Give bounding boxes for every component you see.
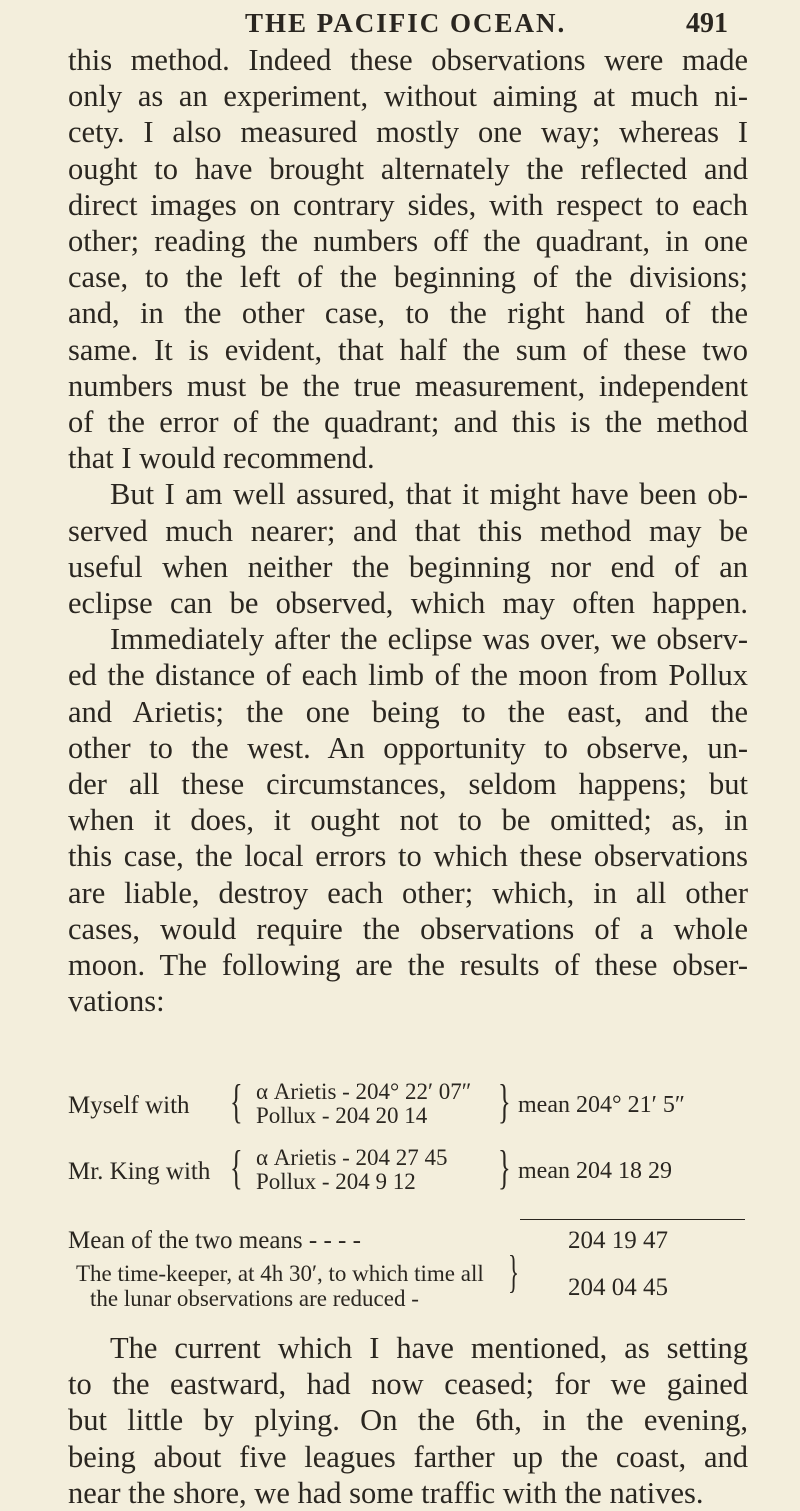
text-line: numbers must be the true measurement, independent (68, 368, 748, 403)
text-line: But I am well assured, that it might have been ob- (110, 477, 748, 512)
text-line: to the eastward, had now ceased; for we gained (68, 1367, 748, 1402)
body-text (68, 42, 748, 1019)
text-line: useful when neither the beginning nor end of an (68, 549, 748, 584)
text-line: case, to the left of the beginning of the divisions; (68, 260, 748, 295)
text-line: this method. Indeed these observations were made (68, 43, 748, 77)
observation-mean: mean 204° 21′ 5″ (518, 1092, 685, 1118)
text-line: are liable, destroy each other; which, in all other (68, 875, 748, 910)
text-line: only as an experiment, without aiming at much ni- (68, 79, 748, 114)
text-line: cases, would require the observations of a whole (68, 911, 748, 946)
left-brace: { (230, 1141, 243, 1194)
right-brace: } (498, 1075, 511, 1128)
text-line: moon. The following are the results of these obser- (68, 948, 748, 983)
page-number: 491 (686, 8, 728, 39)
arietis-reading: α Arietis - 204° 22′ 07″ (256, 1079, 472, 1104)
text-line: eclipse can be observed, which may often happen. (68, 586, 748, 621)
text-line: of the error of the quadrant; and this is the method (68, 405, 748, 440)
mean-of-means-row (68, 1227, 748, 1255)
text-line: but little by plying. On the 6th, in the evening, (68, 1403, 748, 1438)
mean-of-means-value: 204 19 47 (568, 1227, 668, 1254)
text-line: ed the distance of each limb of the moon from Pollux (68, 658, 748, 693)
text-line: der all these circumstances, seldom happens; but (68, 767, 748, 802)
text-line: ought to have brought alternately the reflected and (68, 151, 748, 186)
text-line: other to the west. An opportunity to observe, un- (68, 730, 748, 765)
observer-label: Myself with (68, 1092, 190, 1119)
paragraph (68, 42, 748, 476)
left-brace: { (230, 1075, 243, 1128)
sum-rule (520, 1219, 745, 1220)
text-line: Immediately after the eclipse was over, we observ- (110, 622, 748, 657)
text-line: being about five leagues farther up the coast, and (68, 1439, 748, 1474)
text-line: when it does, it ought not to be omitted; as, in (68, 803, 748, 838)
time-keeper-value: 204 04 45 (568, 1274, 668, 1301)
time-keeper-text: The time-keeper, at 4h 30′, to which time all (76, 1261, 484, 1286)
text-line: cety. I also measured mostly one way; whereas I (68, 115, 748, 150)
text-line: and Arietis; the one being to the east, and the (68, 694, 748, 729)
text-line: other; reading the numbers off the quadrant, in one (68, 224, 748, 259)
observation-pair (256, 1146, 448, 1194)
mean-of-means-label: Mean of the two means - - - - (68, 1227, 361, 1254)
pollux-reading: Pollux - 204 20 14 (256, 1103, 428, 1128)
text-line: vations: (68, 984, 165, 1019)
time-keeper-text: the lunar observations are reduced - (90, 1286, 419, 1311)
right-brace: } (508, 1246, 520, 1297)
text-line: same. It is evident, that half the sum of these two (68, 332, 748, 367)
text-line: and, in the other case, to the right hand of the (68, 296, 748, 331)
paragraph (68, 1330, 748, 1511)
text-line: this case, the local errors to which these observations (68, 839, 748, 874)
paragraph (68, 476, 748, 1019)
text-line: direct images on contrary sides, with respect to each (68, 187, 748, 222)
observation-pair (256, 1080, 471, 1128)
text-line: near the shore, we had some traffic with the natives. (68, 1475, 704, 1510)
right-brace: } (498, 1141, 511, 1194)
text-line: served much nearer; and that this method may be (68, 513, 748, 548)
running-title: THE PACIFIC OCEAN. (245, 8, 567, 38)
pollux-reading: Pollux - 204 9 12 (256, 1169, 416, 1194)
arietis-reading: α Arietis - 204 27 45 (256, 1145, 448, 1170)
text-line: that I would recommend. (68, 441, 375, 476)
text-line: The current which I have mentioned, as setting (110, 1331, 748, 1365)
observer-label: Mr. King with (68, 1158, 211, 1185)
observation-mean: mean 204 18 29 (518, 1158, 672, 1184)
